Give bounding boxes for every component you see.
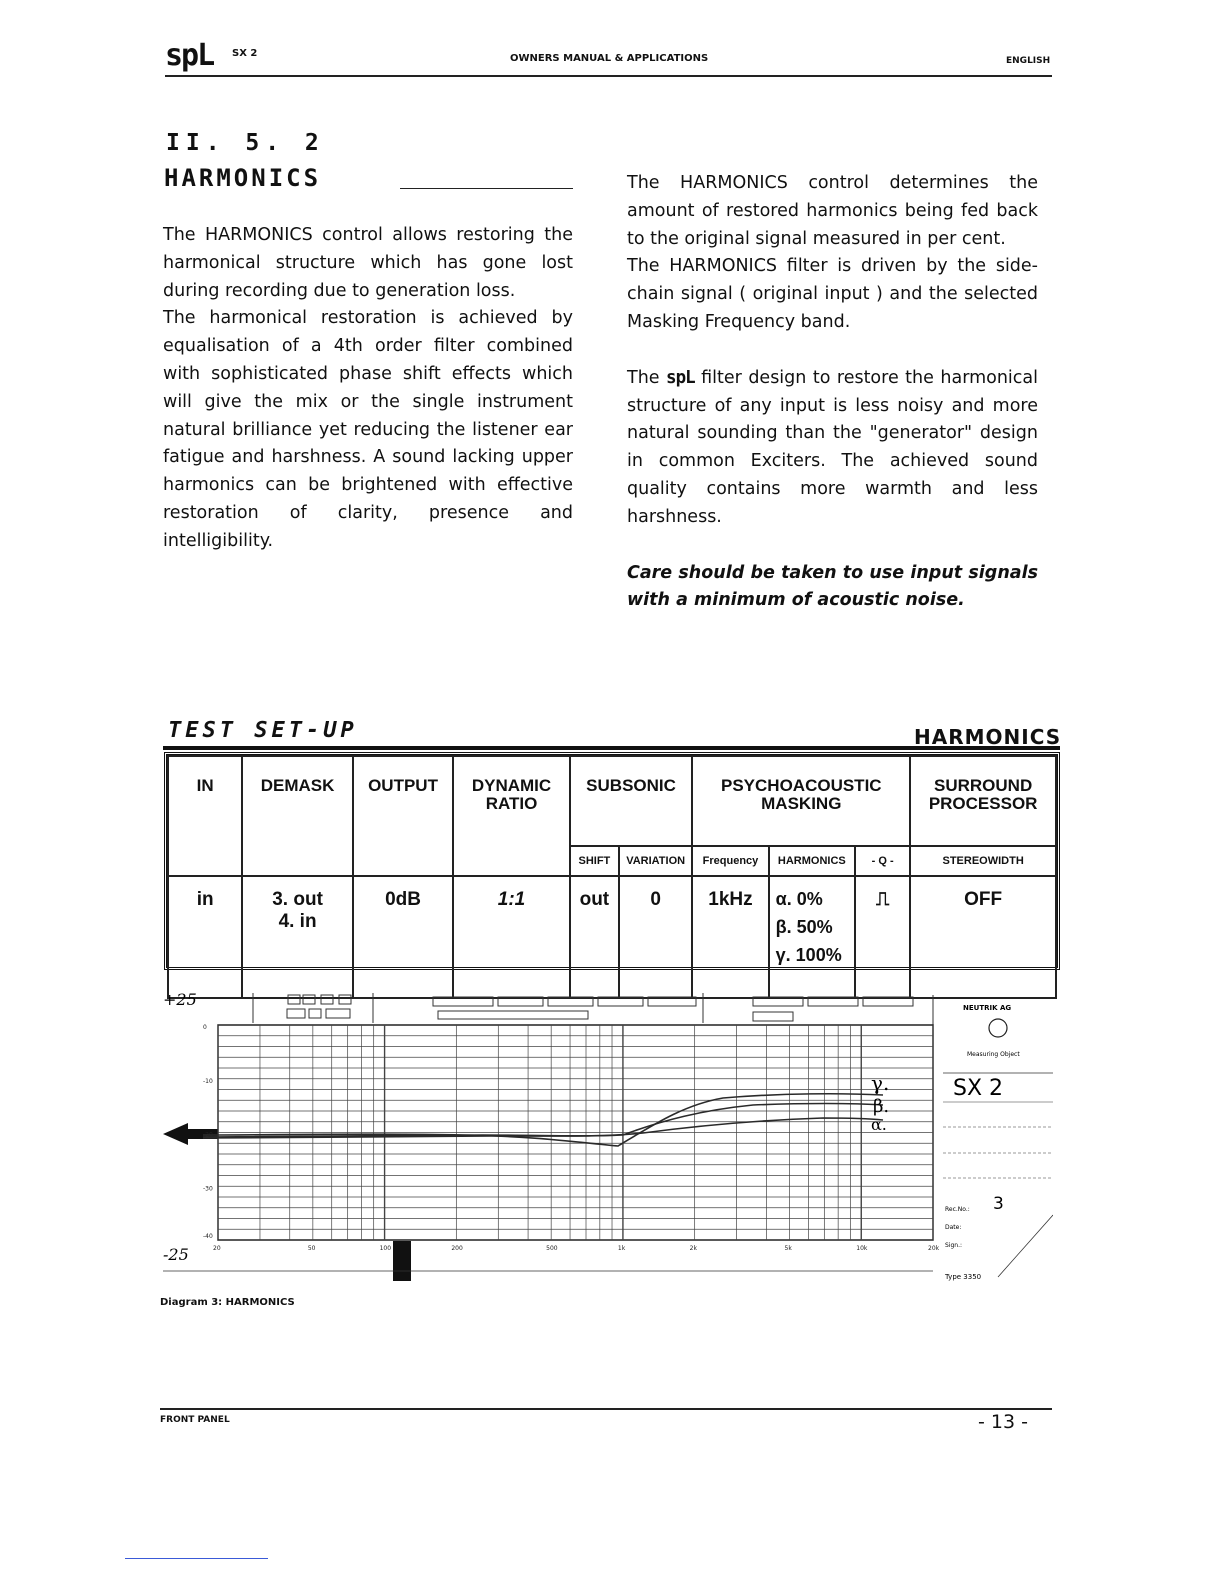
header-title: OWNERS MANUAL & APPLICATIONS	[510, 53, 709, 64]
header-rule	[165, 75, 1052, 77]
settings-table	[164, 752, 1060, 970]
diagram-caption: Diagram 3: HARMONICS	[160, 1297, 295, 1308]
x-tick-label: 20	[213, 1245, 221, 1252]
right-paragraph-2: The HARMONICS filter is driven by the side-chain signal ( original input ) and the selected Masking Frequency band.	[627, 256, 1038, 332]
test-setup-rule	[163, 746, 1060, 750]
x-tick-label: 2k	[689, 1245, 697, 1252]
left-column	[163, 222, 573, 556]
val-shift: out	[570, 876, 619, 998]
sub-variation: VARIATION	[619, 846, 692, 876]
y-tick-label: -20	[203, 1131, 213, 1139]
curve-label-alpha: α.	[871, 1115, 887, 1134]
sub-harmonics: HARMONICS	[769, 846, 855, 876]
y-tick-label: -30	[203, 1185, 213, 1193]
rec-no-label: Rec.No.:	[945, 1206, 970, 1213]
th-demask: DEMASK	[242, 756, 352, 876]
neutrik-logo-icon	[989, 1019, 1007, 1037]
measuring-object: SX 2	[953, 1076, 1004, 1101]
x-tick-label: 10k	[856, 1245, 868, 1252]
x-tick-label: 100	[379, 1245, 392, 1252]
val-demask	[242, 876, 352, 998]
val-in: in	[168, 876, 242, 998]
curve-label-beta: β.	[873, 1096, 890, 1117]
header-language: ENGLISH	[1006, 56, 1051, 66]
footer-rule	[160, 1408, 1052, 1410]
x-tick-label: 20k	[928, 1245, 940, 1252]
type-label: Type 3350	[945, 1273, 982, 1281]
th-dynamic: DYNAMIC RATIO	[453, 756, 570, 876]
val-harm-alpha: α. 0%	[775, 889, 823, 909]
val-harm-gamma: γ. 100%	[775, 945, 842, 965]
val-output: 0dB	[353, 876, 453, 998]
left-paragraph-1: The HARMONICS control allows restoring the harmonical structure which has gone lost during recording due to generation loss.	[163, 225, 573, 301]
right-paragraph-4: Care should be taken to use input signals with a minimum of acoustic noise.	[627, 562, 1038, 611]
val-dynamic: 1:1	[453, 876, 570, 998]
y-tick-label: -10	[203, 1077, 213, 1085]
val-q: ⎍	[855, 876, 910, 998]
right-p3-pre: The	[627, 367, 660, 388]
left-paragraph-2: The harmonical restoration is achieved by equalisation of a 4th order filter combined with sophisticated phase shift effects which will give the mix or the single instrument natural brilliance yet reducing the listener ear fatigue and harshness. A sound lacking upper harmonics can be brightened with effective restoration of clarity, presence and intelligibility.	[163, 308, 573, 551]
val-surround: OFF	[910, 876, 1056, 998]
curve-label-gamma: γ.	[871, 1071, 890, 1095]
graph-top-label: +25	[163, 990, 197, 1009]
spl-inline-logo: spL	[666, 367, 695, 388]
val-harmonics	[769, 876, 855, 998]
x-tick-label: 50	[307, 1245, 316, 1252]
date-label: Date:	[945, 1224, 962, 1231]
right-column	[627, 170, 1038, 615]
right-paragraph-3	[627, 365, 1038, 532]
rec-no: 3	[993, 1194, 1004, 1214]
margin-mark	[125, 1558, 268, 1559]
test-setup-label: HARMONICS	[914, 725, 1062, 749]
y-tick-label: 0	[203, 1024, 207, 1031]
x-tick-label: 1k	[617, 1245, 626, 1252]
sub-frequency: Frequency	[692, 846, 768, 876]
footer-section: FRONT PANEL	[160, 1415, 230, 1425]
page-number: - 13 -	[978, 1411, 1028, 1433]
diagonal-scale	[998, 1215, 1053, 1277]
right-p3-post: filter design to restore the harmonical structure of any input is less noisy and more natural sounding than the "generator" design in common Exciters. The achieved sound quality contains more warmth and less harshness.	[627, 367, 1038, 527]
th-surround: SURROUND PROCESSOR	[910, 756, 1056, 846]
val-variation: 0	[619, 876, 692, 998]
sub-q: - Q -	[855, 846, 910, 876]
test-setup-title: TEST SET-UP	[168, 718, 358, 743]
header-model: SX 2	[232, 48, 258, 59]
th-psycho: PSYCHOACOUSTIC MASKING	[692, 756, 910, 846]
th-output: OUTPUT	[353, 756, 453, 876]
section-title: HARMONICS	[164, 164, 322, 192]
y-tick-label: -40	[203, 1233, 213, 1240]
sign-label: Sign.:	[945, 1242, 963, 1249]
spl-logo: spL	[165, 38, 214, 73]
th-subsonic: SUBSONIC	[570, 756, 693, 846]
val-demask-2: 4. in	[278, 911, 317, 932]
val-harm-beta: β. 50%	[775, 917, 833, 937]
x-tick-label: 500	[546, 1245, 558, 1252]
x-tick-label: 200	[451, 1245, 463, 1252]
sub-stereowidth: STEREOWIDTH	[910, 846, 1056, 876]
right-paragraph-1: The HARMONICS control determines the amount of restored harmonics being fed back to the original signal measured in per cent.	[627, 173, 1038, 249]
measuring-object-label: Measuring Object	[967, 1051, 1020, 1058]
val-frequency: 1kHz	[692, 876, 768, 998]
section-number: II. 5. 2	[166, 130, 325, 156]
graph-bottom-label: -25	[163, 1245, 189, 1264]
th-in: IN	[168, 756, 242, 876]
frequency-response-graph	[163, 985, 1053, 1285]
maker-label: NEUTRIK AG	[963, 1004, 1012, 1012]
section-underline	[400, 188, 573, 189]
val-demask-1: 3. out	[272, 889, 323, 910]
x-tick-label: 5k	[784, 1245, 792, 1252]
sub-shift: SHIFT	[570, 846, 619, 876]
